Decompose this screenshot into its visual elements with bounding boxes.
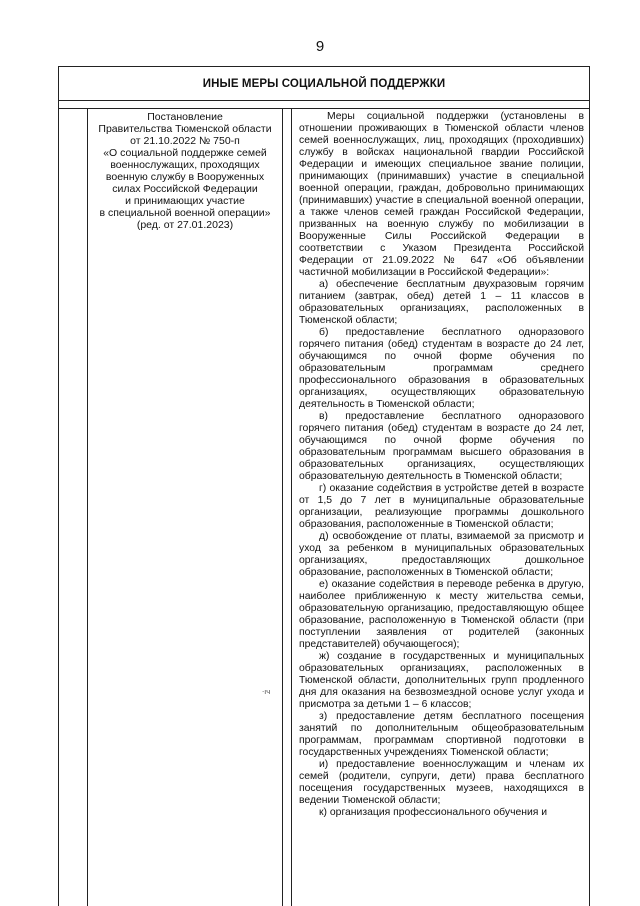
measure-item: з) предоставление детям бесплатного посещения занятий по дополнительным общеобразовательным программам, программам спортивной подготовки в государственных учреждениях Тюменской области; bbox=[299, 711, 584, 758]
ref-line: «О социальной поддержке семей bbox=[103, 147, 267, 159]
ref-line: Постановление bbox=[147, 111, 223, 123]
measure-item: а) обеспечение бесплатным двухразовым горячим питанием (завтрак, обед) детей 1 – 11 классов в образовательных организациях, расположенных в Тюменской области; bbox=[299, 279, 584, 326]
measure-item: д) освобождение от платы, взимаемой за присмотр и уход за ребенком в муниципальных образовательных организациях, предоставляющих дошкольное образование, расположенных в Тюменской области; bbox=[299, 531, 584, 578]
measure-item: е) оказание содействия в переводе ребенка в другую, наиболее приближенную к месту жительства семьи, образовательную организацию, предоставляющую общее образование, расположенную в Тюменской области (при поступлении заявления от родителей (законных представителей) обучающегося); bbox=[299, 579, 584, 650]
ref-line: военную службу в Вооруженных bbox=[105, 171, 265, 183]
measure-item: ж) создание в государственных и муниципальных образовательных организациях, расположенных в Тюменской области, дополнительных групп продленного дня для оказания на безвозмездной основе услуг ухода и присмотра за детьми 1 – 6 классов; bbox=[299, 651, 584, 710]
ref-line: военнослужащих, проходящих bbox=[110, 159, 260, 171]
document-reference bbox=[88, 109, 282, 231]
ref-line: и принимающих участие bbox=[125, 195, 245, 207]
margin-scan-mark: ·ıч bbox=[262, 688, 271, 696]
measure-item: б) предоставление бесплатного одноразового горячего питания (обед) студентам в возрасте до 24 лет, обучающимся по очной форме обучения по образовательным программам среднего профессионального образования в образовательных организациях, осуществляющих образовательную деятельность в Тюменской области; bbox=[299, 327, 584, 410]
measure-item: в) предоставление бесплатного одноразового горячего питания (обед) студентам в возрасте до 24 лет, обучающимся по очной форме обучения по образовательным программам высшего образования в образовательных организациях, осуществляющих образовательную деятельность в Тюменской области; bbox=[299, 411, 584, 482]
ref-line: в специальной военной операции» bbox=[99, 207, 271, 219]
measures-text bbox=[292, 109, 589, 819]
measures-intro: Меры социальной поддержки (установлены в отношении проживающих в Тюменской области членов семей военнослужащих, лиц, проходящих (проходивших) службу в войсках национальной гвардии Российской Федерации и имеющих специальное звание полиции, принимающих (принимавших) участие в специальной военной операции, граждан, добровольно принимающих (принимавших) участие в специальной военной операции, а также членов семей граждан Российской Федерации, призванных на военную службу по мобилизации в Вооруженные Силы Российской Федерации в соответствии с Указом Президента Российской Федерации от 21.09.2022 № 647 «Об объявлении частичной мобилизации в Российской Федерации»: bbox=[299, 111, 584, 278]
ref-line: от 21.10.2022 № 750-п bbox=[130, 135, 240, 147]
measure-item: к) организация профессионального обучения и bbox=[319, 807, 548, 818]
section-title: ИНЫЕ МЕРЫ СОЦИАЛЬНОЙ ПОДДЕРЖКИ bbox=[59, 67, 589, 101]
ref-line: (ред. от 27.01.2023) bbox=[136, 219, 234, 231]
document-reference-cell bbox=[87, 109, 283, 906]
measures-table bbox=[58, 66, 590, 906]
table-spacer-row bbox=[59, 101, 589, 109]
ref-line: силах Российской Федерации bbox=[112, 183, 258, 195]
measures-cell bbox=[291, 109, 589, 906]
measure-item: г) оказание содействия в устройстве детей в возрасте от 1,5 до 7 лет в муниципальные образовательные организации, реализующие программы дошкольного образования, расположенные в Тюменской области; bbox=[299, 483, 584, 530]
page-number: 9 bbox=[315, 38, 325, 55]
measure-item: и) предоставление военнослужащим и членам их семей (родители, супруги, дети) права бесплатного посещения государственных музеев, находящихся в ведении Тюменской области; bbox=[299, 759, 584, 806]
ref-line: Правительства Тюменской области bbox=[98, 123, 272, 135]
